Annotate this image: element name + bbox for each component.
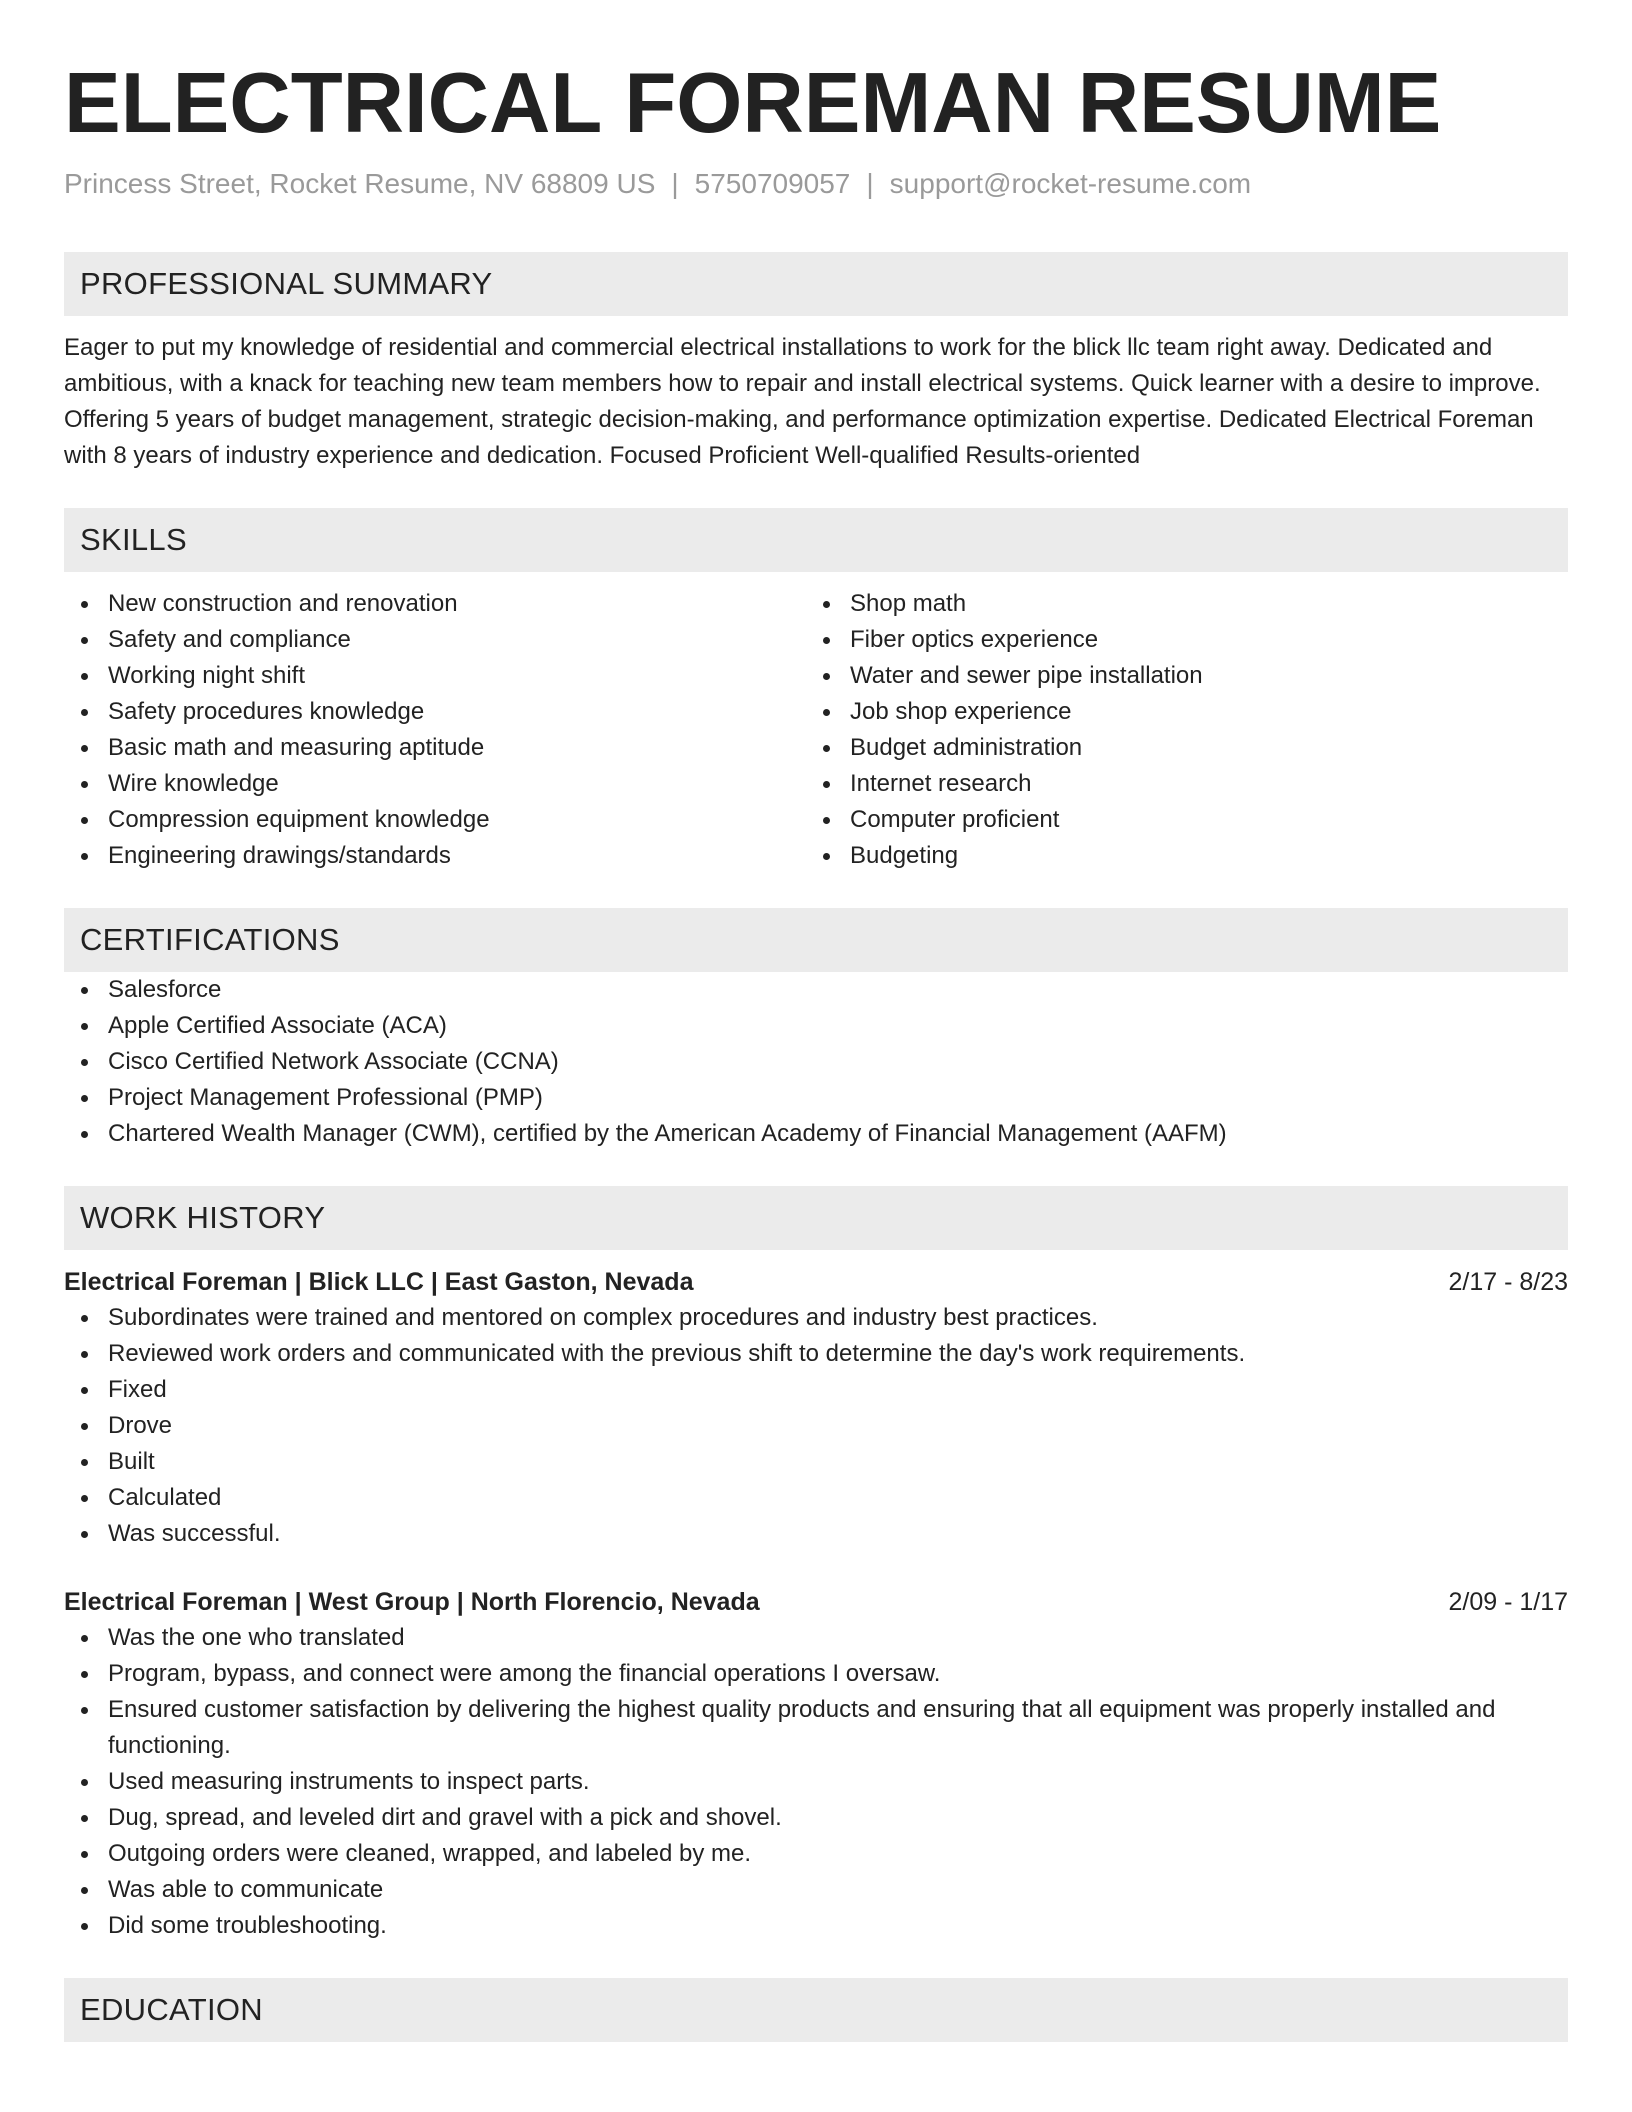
contact-email: support@rocket-resume.com [889,168,1252,199]
job-duty-item: Was able to communicate [64,1872,1568,1908]
skill-item: Basic math and measuring aptitude [64,730,806,766]
certifications-list [64,972,1568,1152]
contact-line [64,166,1568,202]
certification-item: Apple Certified Associate (ACA) [64,1008,1568,1044]
job-duty-item: Reviewed work orders and communicated with the previous shift to determine the day's work requirements. [64,1336,1568,1372]
skill-item: Wire knowledge [64,766,806,802]
job-duty-item: Did some troubleshooting. [64,1908,1568,1944]
job-title: Electrical Foreman | West Group | North Florencio, Nevada [64,1588,760,1616]
job-duty-item: Was the one who translated [64,1620,1568,1656]
job-entry [64,1584,1568,1944]
skill-item: Compression equipment knowledge [64,802,806,838]
skill-item: Shop math [806,586,1548,622]
job-duty-item: Built [64,1444,1568,1480]
skill-item: Safety procedures knowledge [64,694,806,730]
job-header [64,1584,1568,1620]
skill-item: Computer proficient [806,802,1548,838]
job-duty-item: Used measuring instruments to inspect parts. [64,1764,1568,1800]
certification-item: Project Management Professional (PMP) [64,1080,1568,1116]
skill-item: Internet research [806,766,1548,802]
skill-item: Safety and compliance [64,622,806,658]
contact-separator: | [866,168,874,199]
contact-separator: | [671,168,679,199]
contact-phone: 5750709057 [694,168,851,199]
job-duty-item: Fixed [64,1372,1568,1408]
job-entry [64,1264,1568,1552]
skill-item: Water and sewer pipe installation [806,658,1548,694]
job-dates: 2/09 - 1/17 [1448,1588,1568,1616]
education-heading: EDUCATION [64,1978,1568,2042]
skills-right-list [806,586,1548,874]
job-duties-list [64,1620,1568,1944]
contact-address: Princess Street, Rocket Resume, NV 68809 US [64,168,656,199]
summary-text: Eager to put my knowledge of residential and commercial electrical installations to work for the blick llc team right away. Dedicated and ambitious, with a knack for teaching new team members how to repair and install electrical systems. Quick learner with a desire to improve. Offering 5 years of budget management, strategic decision-making, and performance optimization expertise. Dedicated Electrical Foreman with 8 years of industry experience and dedication. Focused Proficient Well-qualified Results-oriented [64,334,1541,469]
work-history-heading: WORK HISTORY [64,1186,1568,1250]
job-duty-item: Calculated [64,1480,1568,1516]
skill-item: Working night shift [64,658,806,694]
job-title: Electrical Foreman | Blick LLC | East Gaston, Nevada [64,1268,694,1296]
job-duty-item: Program, bypass, and connect were among the financial operations I oversaw. [64,1656,1568,1692]
job-duty-item: Outgoing orders were cleaned, wrapped, and labeled by me. [64,1836,1568,1872]
certification-item: Cisco Certified Network Associate (CCNA) [64,1044,1568,1080]
job-duties-list [64,1300,1568,1552]
job-dates: 2/17 - 8/23 [1448,1268,1568,1296]
certifications-heading: CERTIFICATIONS [64,908,1568,972]
skill-item: Engineering drawings/standards [64,838,806,874]
skill-item: Fiber optics experience [806,622,1548,658]
job-duty-item: Subordinates were trained and mentored on complex procedures and industry best practices. [64,1300,1568,1336]
job-duty-item: Ensured customer satisfaction by delivering the highest quality products and ensuring that all equipment was properly installed and functioning. [64,1692,1568,1764]
certification-item: Chartered Wealth Manager (CWM), certified by the American Academy of Financial Management (AAFM) [64,1116,1568,1152]
summary-heading: PROFESSIONAL SUMMARY [64,252,1568,316]
skills-left-list [64,586,806,874]
job-duty-item: Drove [64,1408,1568,1444]
skill-item: Job shop experience [806,694,1548,730]
resume-title: ELECTRICAL FOREMAN RESUME [64,56,1442,151]
certification-item: Salesforce [64,972,1568,1008]
skills-columns [64,586,1568,874]
skill-item: New construction and renovation [64,586,806,622]
job-duty-item: Dug, spread, and leveled dirt and gravel with a pick and shovel. [64,1800,1568,1836]
skill-item: Budgeting [806,838,1548,874]
skills-heading: SKILLS [64,508,1568,572]
job-header [64,1264,1568,1300]
skill-item: Budget administration [806,730,1548,766]
job-duty-item: Was successful. [64,1516,1568,1552]
